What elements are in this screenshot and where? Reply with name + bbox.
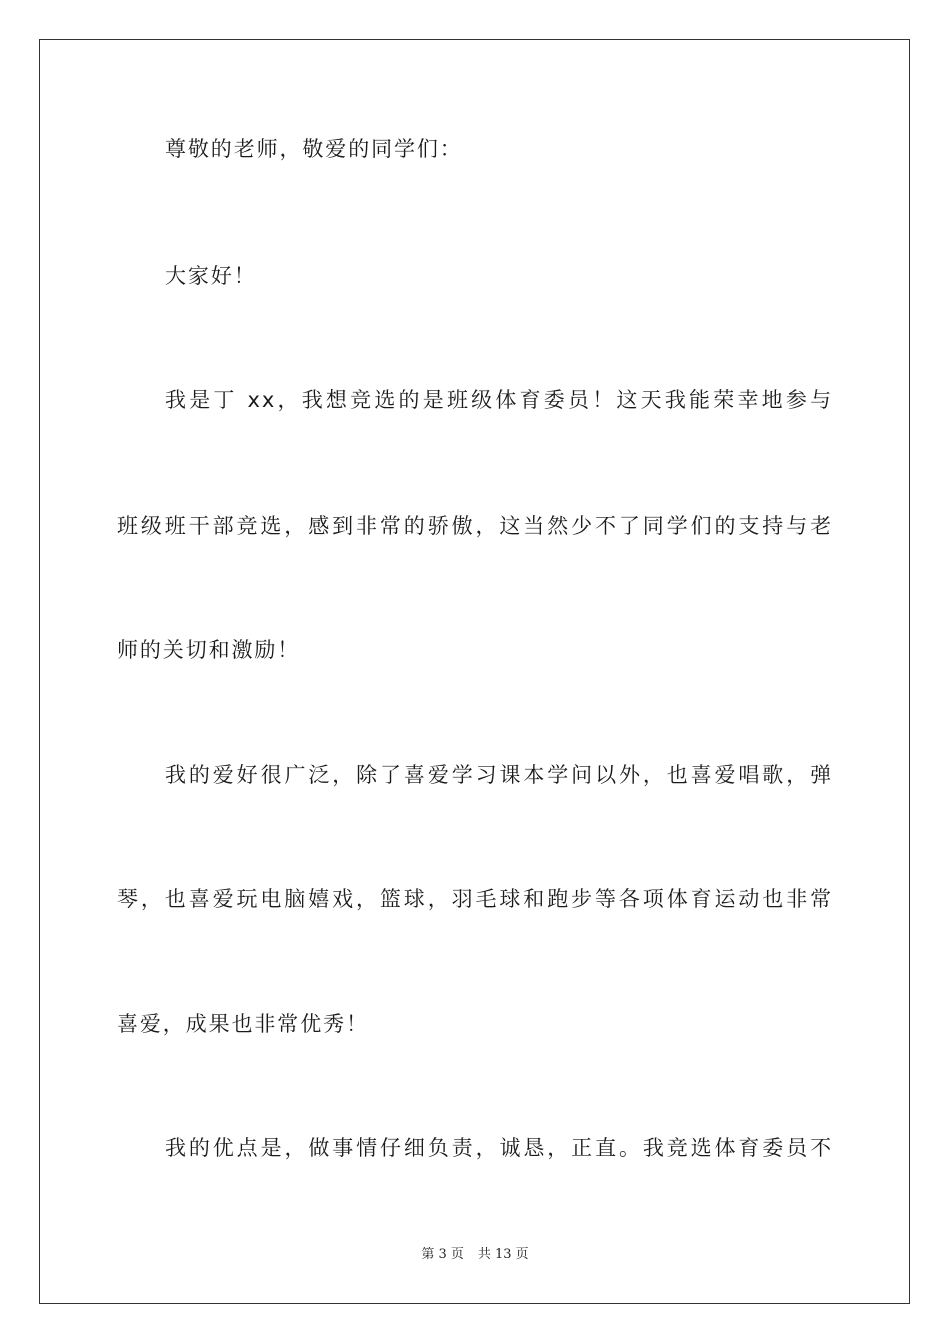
paragraph-2-line-2: 琴，也喜爱玩电脑嬉戏，篮球，羽毛球和跑步等各项体育运动也非常 xyxy=(117,887,833,911)
paragraph-2-line-3: 喜爱，成果也非常优秀！ xyxy=(117,1012,369,1036)
paragraph-2-line-1: 我的爱好很广泛，除了喜爱学习课本学问以外，也喜爱唱歌，弹 xyxy=(165,763,833,787)
salutation-line: 尊敬的老师，敬爱的同学们： xyxy=(165,137,463,161)
paragraph-1-line-2: 班级班干部竞选，感到非常的骄傲，这当然少不了同学们的支持与老 xyxy=(117,514,833,538)
page-footer xyxy=(0,1247,950,1263)
paragraph-3-line-1: 我的优点是，做事情仔细负责，诚恳，正直。我竞选体育委员不 xyxy=(165,1136,833,1160)
page-number: 第 3 页 xyxy=(421,1247,464,1262)
greeting-line: 大家好！ xyxy=(165,264,257,288)
page-total: 共 13 页 xyxy=(477,1247,529,1262)
paragraph-1-line-1: 我是丁 xx，我想竞选的是班级体育委员！这天我能荣幸地参与 xyxy=(165,388,833,412)
paragraph-1-line-3: 师的关切和激励！ xyxy=(117,638,301,662)
page-frame xyxy=(39,39,910,1304)
